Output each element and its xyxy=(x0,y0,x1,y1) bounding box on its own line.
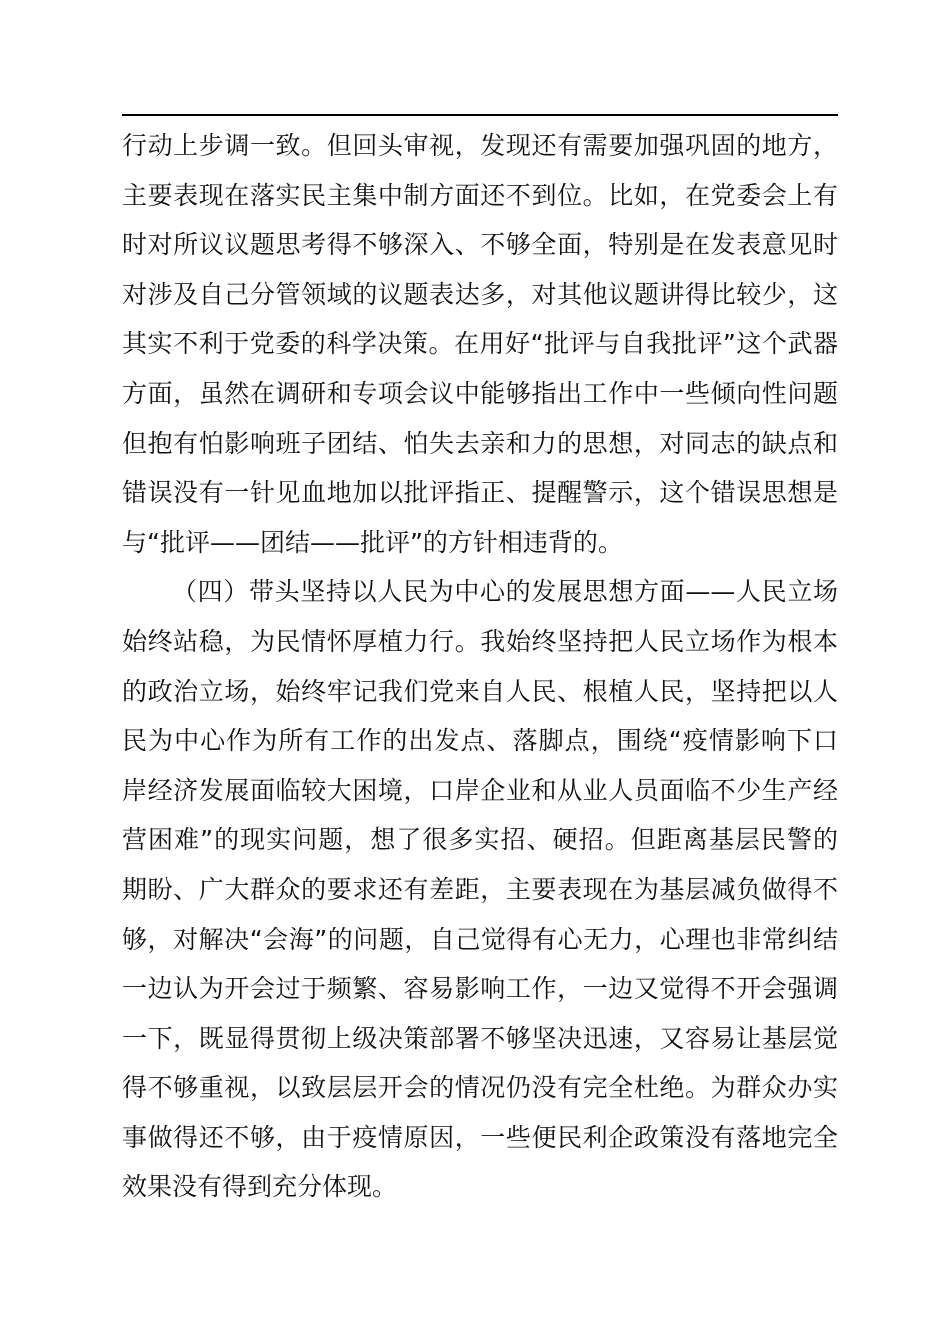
text-line: 与“批评——团结——批评”的方针相违背的。 xyxy=(122,527,623,557)
paragraph-1 xyxy=(122,121,838,567)
text-line: 一边认为开会过于频繁、容易影响工作，一边又觉得不开会强调 xyxy=(122,974,838,1004)
text-line: 期盼、广大群众的要求还有差距，主要表现在为基层减负做得不 xyxy=(122,874,838,904)
text-line: 但抱有怕影响班子团结、怕失去亲和力的思想，对同志的缺点和 xyxy=(122,428,838,458)
body-text xyxy=(122,121,838,1212)
text-line: 民为中心作为所有工作的出发点、落脚点，围绕“疫情影响下口 xyxy=(122,726,838,756)
text-line: 对涉及自己分管领域的议题表达多，对其他议题讲得比较少，这 xyxy=(122,279,838,309)
text-line: 其实不利于党委的科学决策。在用好“批评与自我批评”这个武器 xyxy=(122,329,838,359)
text-line: 始终站稳，为民情怀厚植力行。我始终坚持把人民立场作为根本 xyxy=(122,626,838,656)
text-line: 效果没有得到充分体现。 xyxy=(122,1172,398,1202)
text-line: 时对所议议题思考得不够深入、不够全面，特别是在发表意见时 xyxy=(122,230,838,260)
text-line: 得不够重视，以致层层开会的情况仍没有完全杜绝。为群众办实 xyxy=(122,1073,838,1103)
text-line: 一下，既显得贯彻上级决策部署不够坚决迅速，又容易让基层觉 xyxy=(122,1023,838,1053)
text-line: 营困难”的现实问题，想了很多实招、硬招。但距离基层民警的 xyxy=(122,825,838,855)
text-line: 主要表现在落实民主集中制方面还不到位。比如，在党委会上有 xyxy=(122,180,838,210)
text-line: 岸经济发展面临较大困境，口岸企业和从业人员面临不少生产经 xyxy=(122,775,838,805)
paragraph-2 xyxy=(122,567,838,1212)
section-heading-line: （四）带头坚持以人民为中心的发展思想方面——人民立场 xyxy=(172,577,838,607)
text-line: 方面，虽然在调研和专项会议中能够指出工作中一些倾向性问题 xyxy=(122,378,838,408)
header-rule xyxy=(122,114,838,116)
text-line: 的政治立场，始终牢记我们党来自人民、根植人民，坚持把以人 xyxy=(122,676,838,706)
text-line: 行动上步调一致。但回头审视，发现还有需要加强巩固的地方， xyxy=(122,131,838,160)
text-line: 事做得还不够，由于疫情原因，一些便民利企政策没有落地完全 xyxy=(122,1122,838,1152)
text-line: 错误没有一针见血地加以批评指正、提醒警示，这个错误思想是 xyxy=(122,478,838,508)
text-line: 够，对解决“会海”的问题，自己觉得有心无力，心理也非常纠结 xyxy=(122,924,838,954)
